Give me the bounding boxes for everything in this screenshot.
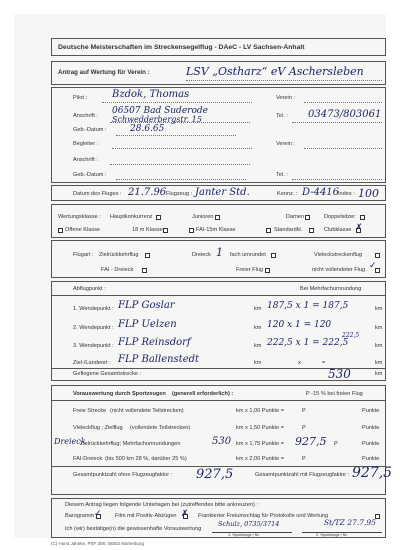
begleiter-label: Begleiter : [73, 141, 99, 147]
damen-checkbox[interactable] [305, 215, 310, 220]
junioren-label: Junioren [192, 214, 214, 220]
barogramm-label: Barogramm [65, 513, 95, 519]
hauptkonkurrenz-label: Hauptkonkurrenz [110, 214, 153, 220]
doppelsitzer-label: Doppelsitzer [324, 214, 356, 220]
wendepunkt-2-label: 2. Wendepunkt : [73, 325, 114, 331]
geb2-label: Geb.-Datum : [73, 172, 107, 178]
wendepunkt-3-place: FLP Reinsdorf [118, 337, 191, 348]
club-label: Clubklasse [324, 227, 352, 233]
ziel-x-label: x [298, 360, 301, 366]
nicht-check-mark: ✓ [369, 261, 377, 271]
anschrift-value-1: 06507 Bad Suderode [112, 106, 208, 116]
freie-strecke-unit: Punkte [362, 408, 380, 414]
club-check-mark: ✗ [355, 223, 363, 233]
film-label: Film mit Positiv-Abzügen [115, 513, 177, 519]
wendepunkt-3-label: 3. Wendepunkt : [73, 343, 114, 349]
dreieck-handwritten-note: Dreieck [54, 437, 86, 446]
flugzeug-label: Flugzeug : [166, 191, 193, 197]
antrag-value: LSV „Ostharz“ eV Aschersleben [186, 65, 364, 78]
freiumschlag-label: Frankierter Freiumschlag für Protokolle und Wertung [198, 513, 329, 519]
standard-label: Standardkl. [274, 227, 303, 233]
fach-label: fach umrundet [230, 252, 266, 258]
tel-label: Tel. : [276, 113, 288, 119]
form-page [14, 14, 393, 546]
wertung-box [51, 204, 386, 238]
geb-value: 28.6.65 [130, 124, 165, 134]
punkte-box [51, 281, 386, 381]
gesamtstrecke-label: Geflogene Gesamtstrecke : [73, 371, 142, 377]
index-label: Index : [338, 191, 355, 197]
vieleck-row-label: Vieleckflug ; Zielflug [73, 425, 123, 431]
verein-label: Verein : [276, 95, 295, 101]
wendepunkt-1-km-unit: km [375, 306, 383, 312]
fai15-checkbox[interactable] [189, 228, 194, 233]
fai-row-label-2: (bis 500 km 28 %, darüber 25 %) [105, 456, 187, 462]
zielrueckkehr-row-unit: Punkte [362, 441, 380, 447]
kennz-label: Kennz. : [277, 191, 298, 197]
ziel-km-unit: km [375, 360, 383, 366]
sportzeuge-1-signature: Schulz, 0735/3714 [218, 520, 280, 528]
gesamtpunkte-ohne-label: Gesamtpunktzahl ohne Flugzeugfaktor : [73, 472, 173, 478]
ziel-eq-label: = [322, 360, 326, 366]
fai15-label: FAI-15m Klasse [196, 227, 236, 233]
freier-checkbox[interactable] [265, 268, 270, 273]
zielrueckkehr-row-pts: 927,5 [295, 435, 327, 448]
anschrift-label: Anschrift : [73, 113, 98, 119]
bestaetige-label: Ich (wir) bestätige(n) die gewissenhafte Vorauswertung [65, 526, 202, 532]
verein2-label: Verein : [276, 141, 295, 147]
vieleck-row-label-2: (vollendete Teilstrecken) [130, 425, 191, 431]
vieleck-row-mult: km x 1,50 Punkte = [236, 425, 285, 431]
fai-row-label: FAI-Dreieck [73, 456, 103, 462]
sportzeuge-2-signature: St/TZ 27.7.95 [324, 518, 376, 527]
footer-box [51, 498, 386, 538]
flugart-box [51, 240, 386, 278]
freie-strecke-mult: km x 1,00 Punkte = [236, 408, 285, 414]
wendepunkt-1-label: 1. Wendepunkt : [73, 306, 114, 312]
fai-row-p: P [302, 456, 306, 462]
vorauswertung-title-2: (generell erforderlich) : [172, 391, 234, 397]
anschrift-value-2: Schwedderbergstr. 15 [112, 115, 202, 124]
wendepunkt-1-place: FLP Goslar [118, 300, 175, 311]
freier-label: Freier Flug [236, 267, 264, 273]
zielrueckkehr-row-mult: km x 1,75 Punkte = [236, 441, 285, 447]
copyright: (C) Horst Jahnke, PSF 308, 06502 Marienburg [51, 541, 145, 546]
datum-label: Datum des Fluges : [73, 191, 122, 197]
wendepunkt-2-km-unit: km [375, 325, 383, 331]
wendepunkt-1-km-label: km [254, 306, 262, 312]
gesamtstrecke-km-unit: km [375, 371, 383, 377]
zielrueckkehr-row-km: 530 [212, 436, 232, 447]
gesamtpunkte-mit-label: Gesamtpunktzahl mit Flugzeugfaktor : [255, 472, 350, 478]
wertung-label: Wertungsklasse : [58, 214, 101, 220]
sportzeuge-1-label: 1. Sportzeuge / Nr. [228, 533, 260, 537]
wendepunkt-3-km-unit: km [375, 343, 383, 349]
ziel-label: Zielrückkehrflug [99, 252, 139, 258]
wendepunkt-2-calc: 120 x 1 = 120 [267, 320, 332, 330]
flugart-label: Flugart : [73, 252, 94, 258]
barogramm-check-mark: ✓ [94, 509, 102, 519]
standard-checkbox-2[interactable] [309, 228, 314, 233]
ziel-landeort-label: Ziel-/Landeort : [73, 360, 111, 366]
wendepunkt-1-calc: 187,5 x 1 = 187,5 [267, 301, 349, 311]
antrag-box [51, 61, 386, 85]
ziel-landeort-place: FLP Ballenstedt [118, 354, 200, 365]
anschrift2-label: Anschrift : [73, 157, 98, 163]
vorauswertung-pct: P -15 % bei freien Flug [306, 391, 363, 397]
ziel-checkbox[interactable] [145, 253, 150, 258]
pilot-label: Pilot : [73, 95, 87, 101]
pilot-value: Bzdok, Thomas [112, 89, 190, 100]
mehrfach-label: Bei Mehrfachumrundung [300, 286, 362, 292]
gesamtpunkte-mit-value: 927,5 [352, 465, 393, 481]
wendepunkt-3-correction: 222,5 [342, 332, 360, 339]
doppelsitzer-checkbox[interactable] [360, 215, 365, 220]
vorauswertung-title: Vorauswertung durch Sportzeugen [73, 391, 166, 397]
gesamtstrecke-value: 530 [328, 367, 351, 381]
wendepunkt-3-calc: 222,5 x 1 = 222,5 [267, 338, 349, 348]
m18-label: 18 m Klasse [132, 227, 163, 233]
wendepunkt-3-km-label: km [254, 343, 262, 349]
gesamtpunkte-ohne-value: 927,5 [196, 467, 234, 482]
fai-checkbox[interactable] [142, 268, 147, 273]
wendepunkt-2-km-label: km [254, 325, 262, 331]
vieleck-row-p: P [302, 425, 306, 431]
flight-box [51, 185, 386, 201]
freie-strecke-p: P [302, 408, 306, 414]
abflug-label: Abflugpunkt : [73, 286, 106, 292]
offene-label: Offene Klasse [65, 227, 101, 233]
offene-checkbox[interactable] [58, 228, 63, 233]
freie-strecke-label-2: (nicht vollendete Teilstrecken) [110, 408, 184, 414]
unterlagen-note: Diesem Antrag liegen folgende Unterlagen bei (zutreffendes bitte ankreuzen) : [65, 502, 259, 508]
ziel-km-label: km [254, 360, 262, 366]
person-box [51, 87, 386, 183]
geb-label: Geb.-Datum : [73, 127, 107, 133]
index-value: 100 [358, 187, 379, 200]
film-check-mark: ✗ [181, 509, 189, 519]
zielrueckkehr-row-p: P [334, 441, 338, 447]
tel-value: 03473/803061 [308, 109, 382, 120]
form-title: Deutsche Meisterschaften im Streckensegelflug - DAeC - LV Sachsen-Anhalt [58, 44, 305, 51]
standard-checkbox[interactable] [266, 228, 271, 233]
wendepunkt-2-place: FLP Uelzen [118, 319, 177, 330]
fai-row-unit: Punkte [362, 456, 380, 462]
kennz-value: D-4416 [302, 187, 340, 198]
header-box [51, 38, 386, 56]
vieleck-row-unit: Punkte [362, 425, 380, 431]
antrag-label: Antrag auf Wertung für Verein : [58, 69, 150, 76]
vieleck-checkbox[interactable] [375, 253, 380, 258]
vieleck-label: Vieleckstreckenflug [314, 252, 363, 258]
nicht-label: nicht vollendeter Flug [312, 267, 366, 273]
dreieck-label: Dreieck [192, 252, 211, 258]
m18-checkbox[interactable] [163, 228, 168, 233]
vorauswertung-box [51, 385, 393, 495]
flugzeug-value: Janter Std. [195, 187, 250, 198]
freie-strecke-label: Freie Strecke [73, 408, 107, 414]
datum-value: 21.7.96 [128, 187, 167, 198]
junioren-checkbox[interactable] [215, 215, 220, 220]
sportzeuge-2-label: 2. Sportzeuge / Nr. [316, 533, 348, 537]
fai-label: FAI - Dreieck [101, 267, 134, 273]
fai-row-mult: km x 2,00 Punkte = [236, 456, 285, 462]
dreieck-checkbox[interactable] [271, 253, 276, 258]
damen-label: Damen [286, 214, 305, 220]
hauptkonkurrenz-checkbox[interactable] [156, 215, 161, 220]
tel2-label: Tel. : [276, 172, 288, 178]
fach-value: 1 [216, 246, 223, 259]
zielrueckkehr-row-label: Zielrückkehrflug; Mehrfachumrundungen [80, 441, 181, 447]
